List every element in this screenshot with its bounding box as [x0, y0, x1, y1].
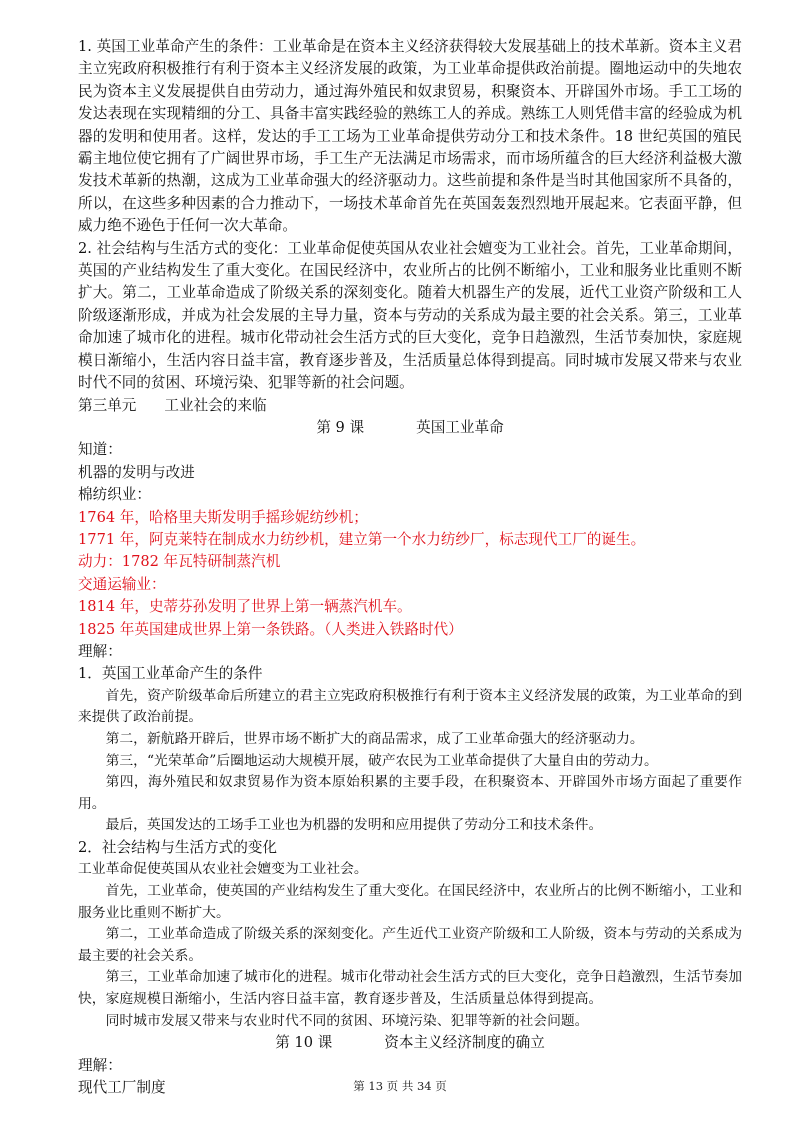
summary-paragraph-2: 2. 社会结构与生活方式的变化：工业革命促使英国从农业社会嬗变为工业社会。首先，工业革命期间，英国的产业结构发生了重大变化。在国民经济中，农业所占的比例不断缩小，工业和服务业比重则不断扩大。第二，工业革命造成了阶级关系的深刻变化。随着大机器生产的发展，近代工业资产阶级和工人阶级逐渐形成，并成为社会发展的主导力量，资本与劳动的关系成为最主要的社会关系。第三，工业革命加速了城市化的进程。城市化带动社会生活方式的巨大变化，竞争日趋激烈，生活节奏加快，家庭规模日渐缩小，生活内容日益丰富，教育逐步普及，生活质量总体得到提高。同时城市发展又带来与农业时代不同的贫困、环境污染、犯罪等新的社会问题。: [78, 239, 742, 392]
section-2-item: 第二，工业革命造成了阶级关系的深刻变化。产生近代工业资产阶级和工人阶级，资本与劳动的关系成为最主要的社会关系。: [78, 926, 742, 964]
section-2-title: 2．社会结构与生活方式的变化: [78, 838, 278, 856]
section-1-item: 第四，海外殖民和奴隶贸易作为资本原始积累的主要手段，在积聚资本、开辟国外市场方面起了重要作用。: [78, 774, 742, 812]
lesson-10-heading: [78, 1032, 742, 1054]
understand-heading: 理解：: [78, 642, 122, 660]
know-heading: 知道：: [78, 441, 122, 459]
lesson-9-title: 英国工业革命: [416, 418, 504, 436]
textile-fact-2: 1771 年，阿克莱特在制成水力纺纱机，建立第一个水力纺纱厂，标志现代工厂的诞生。: [78, 530, 646, 548]
section-1-item: 第二，新航路开辟后，世界市场不断扩大的商品需求，成了工业革命强大的经济驱动力。: [105, 730, 644, 747]
lesson-9-label: 第 9 课: [316, 418, 365, 436]
understand-2-heading: 理解：: [78, 1056, 122, 1074]
power-fact: 动力：1782 年瓦特研制蒸汽机: [78, 553, 281, 571]
transport-fact-2: 1825 年英国建成世界上第一条铁路。（人类进入铁路时代）: [78, 620, 463, 638]
unit-label: 第三单元: [78, 396, 137, 414]
section-1-item: 最后，英国发达的工场手工业也为机器的发明和应用提供了劳动分工和技术条件。: [105, 817, 603, 834]
section-2-intro: 工业革命促使英国从农业社会嬗变为工业社会。: [78, 861, 368, 878]
section-1-item: 第三，“光荣革命”后圈地运动大规模开展，破产农民为工业革命提供了大量自由的劳动力。: [105, 752, 658, 769]
page-footer: 第 13 页 共 34 页: [353, 1079, 447, 1093]
lesson-10-label: 第 10 课: [275, 1034, 333, 1052]
understand-2-topic: 现代工厂制度: [78, 1078, 166, 1096]
lesson-10-title: 资本主义经济制度的确立: [384, 1034, 545, 1052]
unit-title: 工业社会的来临: [164, 396, 267, 414]
document-page: [78, 36, 742, 1099]
summary-paragraph-1: 1. 英国工业革命产生的条件：工业革命是在资本主义经济获得较大发展基础上的技术革新。资本主义君主立宪政府积极推行有利于资本主义经济发展的政策，为工业革命提供政治前提。圈地运动中的失地农民为资本主义发展提供自由劳动力，通过海外殖民和奴隶贸易，积聚资本、开辟国外市场。手工工场的发达表现在实现精细的分工、具备丰富实践经验的熟练工人的养成。熟练工人则凭借丰富的经验成为机器的发明和使用者。这样，发达的手工工场为工业革命提供劳动分工和技术条件。18 世纪英国的殖民霸主地位使它拥有了广阔世界市场，手工生产无法满足市场需求，而市场所蕴含的巨大经济利益极大激发技术革新的热潮，这成为工业革命强大的经济驱动力。这些前提和条件是当时其他国家所不具备的，所以，在这些多种因素的合力推动下，一场技术革命首先在英国轰轰烈烈地开展起来。它表面平静，但威力绝不逊色于任何一次大革命。: [78, 38, 742, 235]
textile-heading: 棉纺织业：: [78, 486, 151, 504]
section-1-item: 首先，资产阶级革命后所建立的君主立宪政府积极推行有利于资本主义经济发展的政策，为工业革命的到来提供了政治前提。: [78, 687, 742, 726]
section-1-title: 1．英国工业革命产生的条件: [78, 665, 263, 683]
transport-heading: 交通运输业：: [78, 575, 166, 593]
textile-fact-1: 1764 年，哈格里夫斯发明手摇珍妮纺纱机；: [78, 508, 368, 526]
lesson-9-heading: [78, 417, 742, 439]
unit-heading: [78, 395, 742, 417]
transport-fact-1: 1814 年，史蒂芬孙发明了世界上第一辆蒸汽机车。: [78, 598, 412, 616]
know-topic: 机器的发明与改进: [78, 463, 195, 481]
section-2-item: 同时城市发展又带来与农业时代不同的贫困、环境污染、犯罪等新的社会问题。: [105, 1012, 589, 1029]
section-2-item: 第三，工业革命加速了城市化的进程。城市化带动社会生活方式的巨大变化，竞争日趋激烈，生活节奏加快，家庭规模日渐缩小，生活内容日益丰富，教育逐步普及，生活质量总体得到提高。: [78, 969, 742, 1007]
section-2-item: 首先，工业革命，使英国的产业结构发生了重大变化。在国民经济中，农业所占的比例不断缩小，工业和服务业比重则不断扩大。: [78, 882, 742, 921]
